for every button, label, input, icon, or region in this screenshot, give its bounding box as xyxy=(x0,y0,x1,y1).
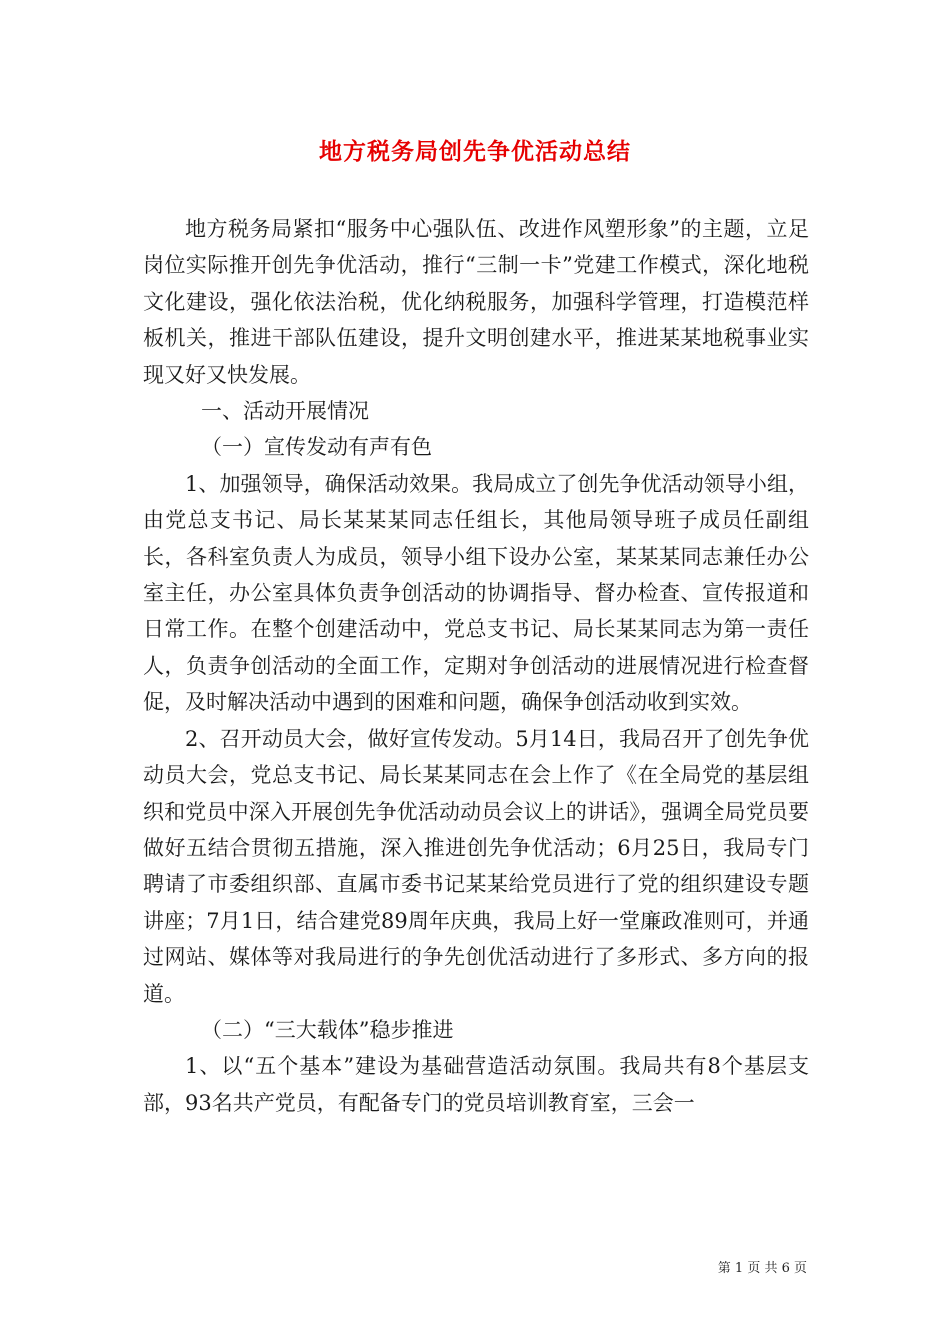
body-paragraph: 1、加强领导，确保活动效果。我局成立了创先争优活动领导小组，由党总支书记、局长某某某同志任组长，其他局领导班子成员任副组长，各科室负责人为成员，领导小组下设办公室，某某某同志兼任办公室主任，办公室具体负责争创活动的协调指导、督办检查、宣传报道和日常工作。在整个创建活动中，党总支书记、局长某某同志为第一责任人，负责争创活动的全面工作，定期对争创活动的进展情况进行检查督促，及时解决活动中遇到的困难和问题，确保争创活动收到实效。 xyxy=(143,471,809,715)
document-body xyxy=(143,211,809,1121)
body-paragraph: 2、召开动员大会，做好宣传发动。5月14日，我局召开了创先争优动员大会，党总支书记、局长某某同志在会上作了《在全局党的基层组织和党员中深入开展创先争优活动动员会议上的讲话》，强调全局党员要做好五结合贯彻五措施，深入推进创先争优活动；6月25日，我局专门聘请了市委组织部、直属市委书记某某给党员进行了党的组织建设专题讲座；7月1日，结合建党89周年庆典，我局上好一堂廉政准则可，并通过网站、媒体等对我局进行的争先创优活动进行了多形式、多方向的报道。 xyxy=(143,726,809,1006)
page-number: 第 1 页 共 6 页 xyxy=(717,1261,807,1276)
document-title: 地方税务局创先争优活动总结 xyxy=(319,138,631,165)
body-paragraph: 1、以“五个基本”建设为基础营造活动氛围。我局共有8个基层支部，93名共产党员，有配备专门的党员培训教育室，三会一 xyxy=(143,1054,809,1115)
subsection-heading: （一）宣传发动有声有色 xyxy=(201,435,432,460)
section-heading: 一、活动开展情况 xyxy=(201,399,369,424)
subsection-heading: （二）“三大载体”稳步推进 xyxy=(201,1017,454,1042)
intro-paragraph: 地方税务局紧扣“服务中心强队伍、改进作风塑形象”的主题，立足岗位实际推开创先争优活动，推行“三制一卡”党建工作模式，深化地税文化建设，强化依法治税，优化纳税服务，加强科学管理，打造模范样板机关，推进干部队伍建设，提升文明创建水平，推进某某地税事业实现又好又快发展。 xyxy=(143,217,809,387)
